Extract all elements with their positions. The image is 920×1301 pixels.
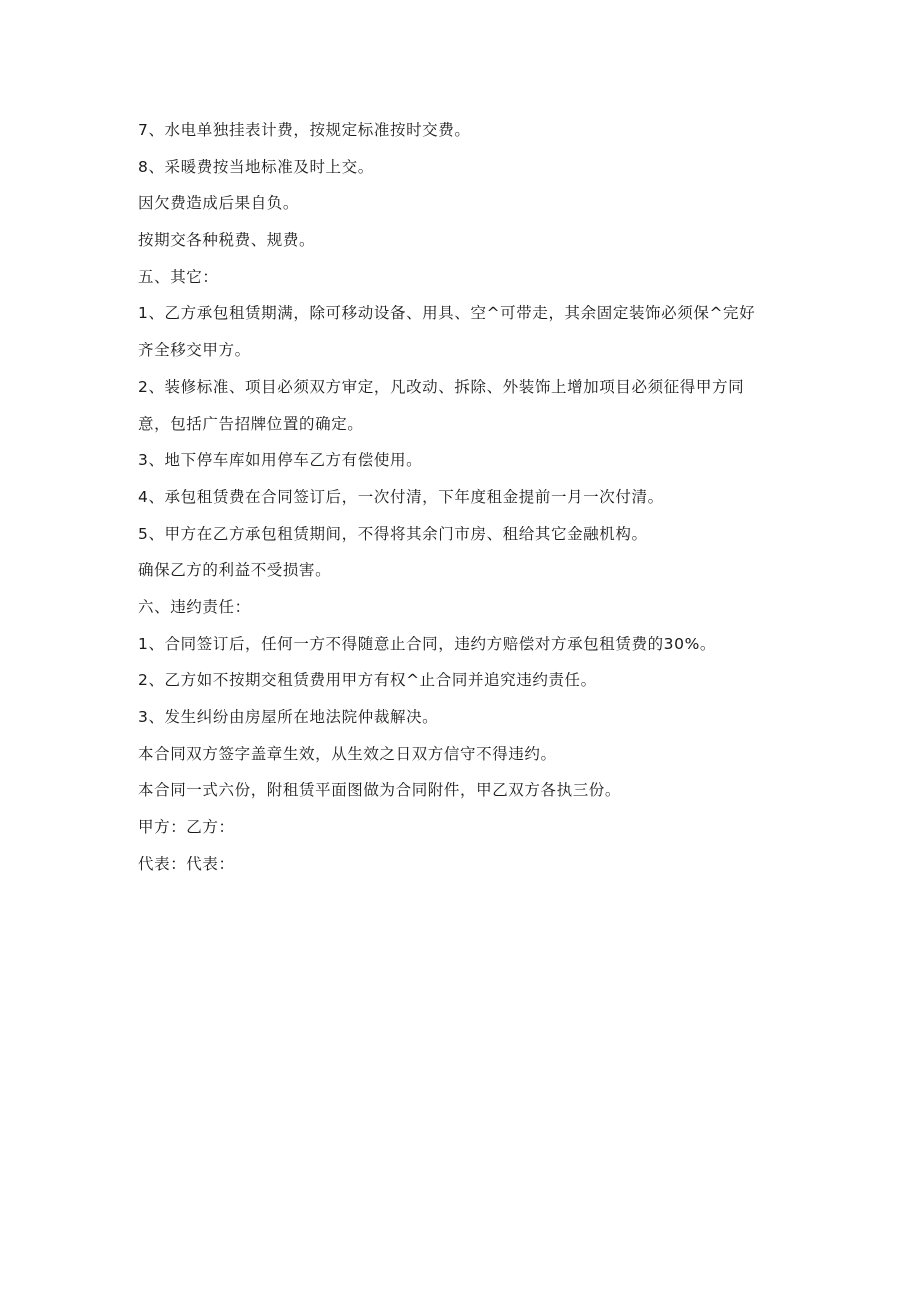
signature-parties: 甲方：乙方：	[138, 818, 235, 837]
section-heading-other: 五、其它：	[138, 267, 219, 286]
clause-arrears: 因欠费造成后果自负。	[138, 194, 300, 213]
clause-copies: 本合同一式六份，附租赁平面图做为合同附件，甲乙双方各执三份。	[138, 781, 622, 800]
clause-lease-expiry: 1、乙方承包租赁期满，除可移动设备、用具、空^可带走，其余固定装饰必须保^完好	[138, 304, 756, 323]
clause-renovation: 2、装修标准、项目必须双方审定，凡改动、拆除、外装饰上增加项目必须征得甲方同	[138, 377, 745, 396]
clause-exclusivity-cont: 确保乙方的利益不受损害。	[138, 561, 332, 580]
clause-renovation-cont: 意，包括广告招牌位置的确定。	[138, 414, 364, 433]
signature-representatives: 代表：代表：	[138, 854, 235, 873]
clause-lease-expiry-cont: 齐全移交甲方。	[138, 341, 251, 360]
document-body	[138, 112, 798, 882]
clause-exclusivity: 5、甲方在乙方承包租赁期间，不得将其余门市房、租给其它金融机构。	[138, 524, 648, 543]
clause-heating: 8、采暖费按当地标准及时上交。	[138, 157, 374, 176]
clause-taxes: 按期交各种税费、规费。	[138, 231, 316, 250]
clause-parking: 3、地下停车库如用停车乙方有偿使用。	[138, 451, 423, 470]
clause-effective: 本合同双方签字盖章生效，从生效之日双方信守不得违约。	[138, 744, 557, 763]
clause-dispute: 3、发生纠纷由房屋所在地法院仲裁解决。	[138, 708, 439, 726]
clause-termination-penalty: 1、合同签订后，任何一方不得随意止合同，违约方赔偿对方承包租赁费的30%。	[138, 634, 717, 653]
clause-utilities: 7、水电单独挂表计费，按规定标准按时交费。	[138, 121, 471, 139]
section-heading-breach: 六、违约责任：	[138, 597, 251, 616]
clause-payment: 4、承包租赁费在合同签订后，一次付清，下年度租金提前一月一次付清。	[138, 487, 664, 506]
clause-late-payment: 2、乙方如不按期交租赁费用甲方有权^止合同并追究违约责任。	[138, 671, 597, 690]
